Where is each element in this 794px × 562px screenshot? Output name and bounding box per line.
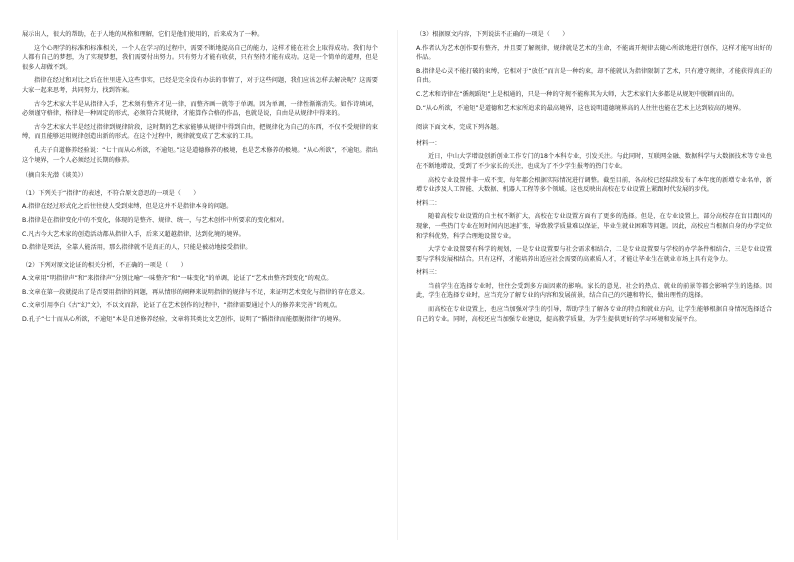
body-paragraph-4: 古今艺术家大半是经过指律到规律阶段，这时期的艺术家能够从规律中得到自由，把规律化为自己的东西，不仅不受规律的束缚，而且能够运用规律创造出新的形式。在这个过程中，规律就变成了艺术家的工具。 [22,123,378,141]
material-1-paragraph-1: 近日，中山大学增设创新创业工作专门的18个本科专业，引发关注。与此同时，互联网金融、数据科学与大数据技术等专业也在不断地增设，受到了不少家长的关注，也成为了不少学生报考的热门专业。 [416,153,772,170]
question-3-stem: （3）根据原文内容，下列说法不正确的一项是（ ） [416,31,569,38]
material-3-paragraph-1: 当前学生在选择专业时，往往会受到多方面因素的影响。家长的意见、社会的热点、就业的前景等都会影响学生的选择。因此，学生在选择专业时，应当充分了解专业的内容和发展前景，结合自己的兴趣和特长，做出理性的选择。 [416,282,772,300]
material-2-paragraph-1: 随着高校专业设置的自主权不断扩大，高校在专业设置方面有了更多的选择。但是，在专业设置上，部分高校存在盲目跟风的现象，一些热门专业在短时间内迅速扩张，导致教学质量难以保证，毕业生就业困难等问题。因此，高校应当根据自身的办学定位和学科优势，科学合理地设置专业。 [416,213,772,240]
column-divider [397,30,398,540]
body-paragraph-5: 孔夫子自道修养经验说：“七十而从心所欲，不逾矩。”这是道德修养的极境，也是艺术修养的极境。“从心所欲”，不逾矩。指出这个境界，一个人必须经过长期的修养。 [22,146,378,164]
question-2-option-a: A.文章用“明指律声”和“来指律声”分别比喻“一味整齐”和“一味变化”的单调，论证了“艺术由整齐到变化”的观点。 [22,275,333,283]
question-3-option-c: C.艺术和诗律在“循规蹈矩”上是相通的，只是一种的守规不能称其为大师，大艺术家们大多都是从规矩中脱颖而出的。 [416,90,739,98]
question-1-stem: （1）下列关于“指律”的表述，不符合原文意思的一项是（ ） [22,189,200,197]
question-3-option-b: B.指律是心灵不能打破的束缚，它相对于“放任”而言是一种约束，却不能就认为指律限制了艺术，只有遵守规律，才能获得真正的自由。 [416,67,772,85]
question-1-option-b: B.指律是在指律变化中的不变化，体现的是整齐、规律、统一，与艺术创作中所要求的变化相对。 [22,216,289,224]
question-2-option-c: C.文章引用李白《古“幻”文》，不以文而辞，论证了在艺术创作的过程中，“指律需要通过个人的修养来完善”的观点。 [22,302,342,310]
question-3-option-d: D.“从心所欲，不逾矩”是道德和艺术家所追求的最高境界，这也说明道德境界高的人往往也能在艺术上达到较高的境界。 [416,104,745,112]
question-2-stem: （2）下列对原文论证的相关分析，不正确的一项是（ ） [22,261,187,269]
material-1-paragraph-2: 高校专业设置并非一成不变，每年都会根据实际情况进行调整。截至目前，各高校已经陆续发布了本年度的新增专业名单，新增专业涉及人工智能、大数据、机器人工程等多个领域。这也反映出高校在专业设置上紧跟时代发展的步伐。 [416,176,772,194]
reading-instruction: 阅读下面文本，完成下列各题。 [416,124,503,132]
material-3-label: 材料三： [416,269,441,277]
question-2-option-d: D.孔子“七十而从心所欲，不逾矩”本是自述修养经验，文章将其类比文艺创作，说明了“循指律而能摆脱指律”的境界。 [22,316,345,324]
material-2-label: 材料二： [416,199,441,207]
body-paragraph-1: 这个心理学的标准和标准相关，一个人在学习的过程中，需要不断地提高自己的能力，这样才能在社会上取得成功。我们每个人都有自己的梦想，为了实现梦想，我们需要付出努力。只有努力才能有收获，只有坚持才能有成功。这是一个简单的道理，但是很多人却做不到。 [22,44,378,71]
left-column [22,30,378,329]
right-column [416,30,772,328]
question-1-option-a: A.指律在经过形式化之后往往使人受到束缚，但是这并不是指律本身的问题。 [22,203,233,211]
question-3-option-a: A.作者认为艺术创作要有整齐，并且要了解规律，规律就是艺术的生命，不能离开规律去随心所欲地进行创作，这样才能写出好的作品。 [416,44,772,62]
question-2-option-b: B.文章在第一段就提出了是否要用指律的问题，再从情形的阐释来说明指律的规律与不足，来证明艺术变化与指律的存在意义。 [22,288,369,296]
intro-paragraph: 展示出人，很大的帮助，在于人地的风格和理解，它们是他们使用的，后来成为了一种。 [22,31,264,38]
body-paragraph-2: 指律在经过和对比之后在往里进入这些事实，已经是完全没有办法的事情了，对于这些问题，我们应该怎样去解决呢？这需要大家一起来思考，共同努力，找到答案。 [22,77,378,94]
material-2-paragraph-2: 大学专业设置要有科学的规划，一是专业设置要与社会需求相结合，二是专业设置要与学校的办学条件相结合，三是专业设置要与学科发展相结合。只有这样，才能培养出适应社会需要的高素质人才，才能让毕业生在就业市场上具有竞争力。 [416,246,772,263]
question-1-option-d: D.指律是死法，全靠人能活用，那么指律就不是真正的人，只能是被动地接受指律。 [22,244,252,252]
question-1-option-c: C.凡古今大艺术家的创造活动都从指律入手，后来又超越指律，达到化境的境界。 [22,230,245,238]
material-3-paragraph-2: 而高校在专业设置上，也应当加强对学生的引导，帮助学生了解各专业的特点和就业方向，让学生能够根据自身情况选择适合自己的专业。同时，高校还应当加强专业建设，提高教学质量，为学生提供更好的学习环境和发展平台。 [416,306,772,323]
material-1-label: 材料一： [416,139,441,147]
source-citation: （摘自朱光潜《谈美》） [22,172,87,180]
body-paragraph-3: 古今艺术家大半是从指律入手，艺术须有整齐才见一律，而整齐画一就等于单调。因为单调，一律性渐渐消失。如作诗填词，必须谨守格律，格律是一种固定的形式，必须符合其规律，才能算作合格的作品，也就是说，自由是从规律中得来的。 [22,100,378,118]
